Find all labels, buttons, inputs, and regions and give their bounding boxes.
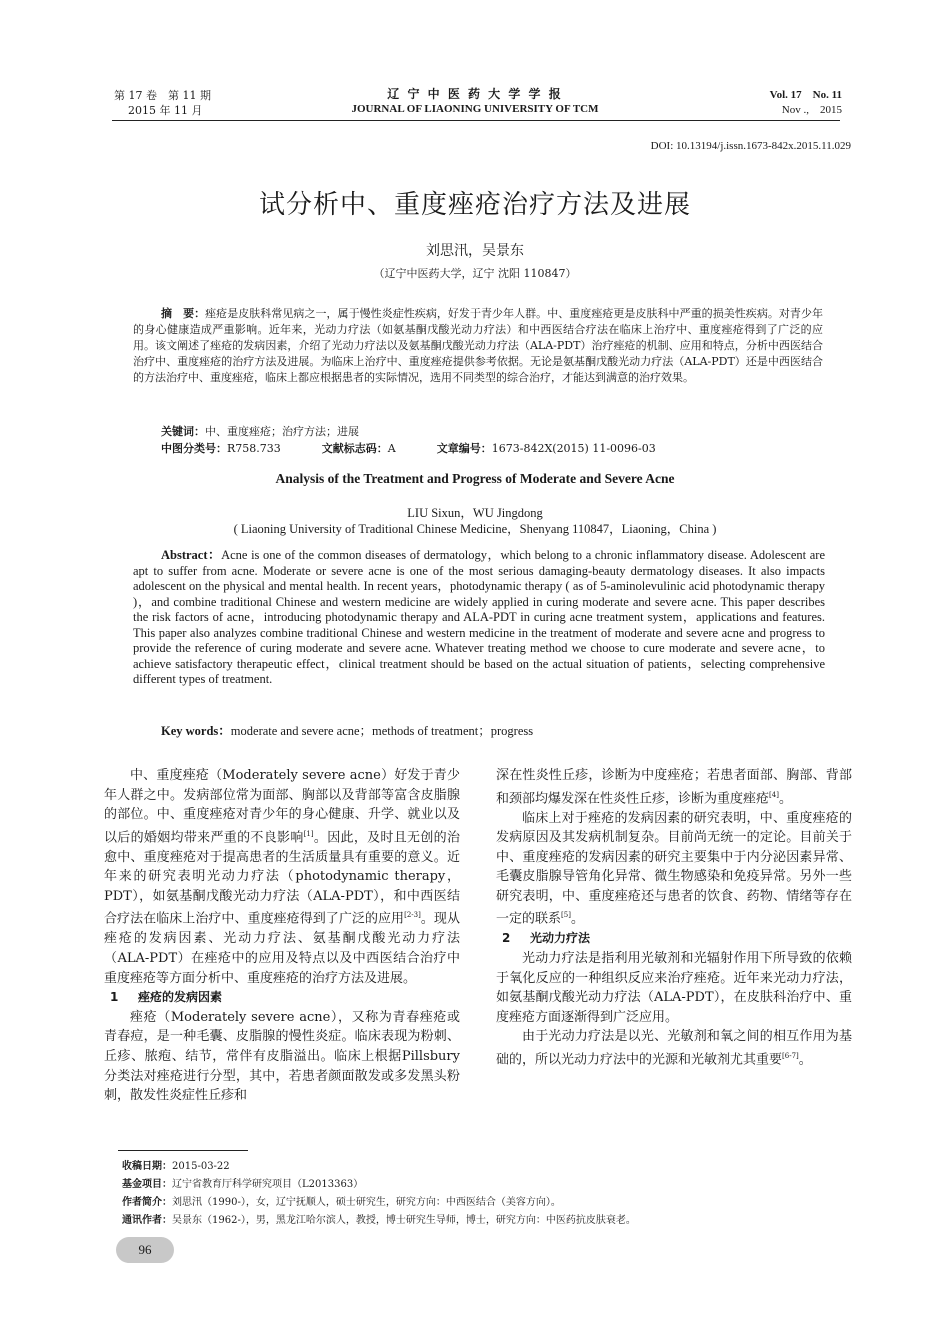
citation: [5]	[561, 911, 571, 920]
footnote-label: 收稿日期：	[122, 1161, 172, 1172]
header-rule	[112, 120, 840, 121]
body-text: 。	[798, 1052, 812, 1068]
footnote-fund	[122, 1176, 842, 1194]
header-volume-en: Vol. 17 No. 11	[769, 89, 842, 101]
body-left-column	[104, 766, 460, 1106]
footnote-label: 作者简介：	[122, 1197, 172, 1208]
footnote-value: 2015-03-22	[172, 1161, 230, 1172]
footnote-value: 吴景东（1962-），男，黑龙江哈尔滨人，教授，博士研究生导师，博士，研究方向：中医药抗皮肤衰老。	[172, 1215, 636, 1226]
abstract-en	[133, 548, 825, 688]
affiliation-en: ( Liaoning University of Traditional Chinese Medicine，Shenyang 110847，Liaoning，China )	[233, 522, 717, 536]
doi: DOI: 10.13194/j.issn.1673-842x.2015.11.029	[650, 140, 851, 152]
clc-label: 中图分类号：	[161, 442, 227, 455]
clc-value: R758.733	[227, 442, 281, 455]
doc-code-value: A	[387, 442, 396, 455]
body-text: 。	[570, 911, 584, 927]
keywords-en-label: Key words：	[161, 724, 231, 738]
section-heading-1	[104, 988, 460, 1008]
section-title: 痤疮的发病因素	[138, 990, 223, 1005]
abstract-cn-label: 摘 要：	[161, 307, 206, 320]
header-volume: 第 17 卷 第 11 期	[114, 89, 211, 102]
footnote-author	[122, 1194, 842, 1212]
body-text: 。因此，及时且无创的治愈中、重度痤疮对于提高患者的生活质量具有重要的意义。近年来的研究表明光动力疗法（photodynamic therapy，PDT），如氨基酮戊酸光动力疗法（ALA-PDT），和中西医结合疗法在临床上治疗中、重度痤疮得到了广泛的应用	[104, 830, 460, 927]
footnote-value: 刘思汛（1990-），女，辽宁抚顺人，硕士研究生，研究方向：中西医结合（美容方向）。	[172, 1197, 561, 1208]
keywords-en-text: moderate and severe acne；methods of treatment；progress	[230, 724, 534, 738]
body-paragraph	[496, 766, 852, 809]
header-date-en: Nov ., 2015	[781, 104, 842, 116]
footnotes	[122, 1158, 842, 1230]
body-text: 中、重度痤疮（Moderately severe acne）好发于青少年人群之中。发病部位常为面部、胸部以及背部等富含皮脂腺的部位。中、重度痤疮对青少年的身心健康、升学、就业以及以后的婚姻均带来严重的不良影响	[104, 768, 460, 846]
body-paragraph: 光动力疗法是指利用光敏剂和光辐射作用下所导致的依赖于氧化反应的一种组织反应来治疗痤疮。近年来光动力疗法，如氨基酮戊酸光动力疗法（ALA-PDT），在皮肤科治疗中、重度痤疮方面逐渐得到广泛应用。	[496, 951, 852, 1025]
journal-name-cn: 辽 宁 中 医 药 大 学 学 报	[387, 87, 563, 101]
article-title-en: Analysis of the Treatment and Progress of Moderate and Severe Acne	[275, 471, 675, 486]
footnote-label: 基金项目：	[122, 1179, 172, 1190]
article-title: 试分析中、重度痤疮治疗方法及进展	[258, 190, 691, 220]
body-paragraph	[496, 1027, 852, 1070]
body-text: 临床上对于痤疮的发病因素的研究表明，中、重度痤疮的发病原因及其发病机制复杂。目前尚无统一的定论。目前关于中、重度痤疮的发病因素的研究主要集中于内分泌因素异常、毛囊皮脂腺导管角化异常、微生物感染和免疫异常。另外一些研究表明，中、重度痤疮还与患者的饮食、药物、情绪等存在一定的联系	[496, 810, 852, 927]
article-no-value: 1673-842X(2015) 11-0096-03	[491, 442, 656, 455]
keywords-cn-text: 中、重度痤疮；治疗方法；进展	[205, 425, 359, 438]
body-text: 深在性炎性丘疹，诊断为中度痤疮；若患者面部、胸部、背部和颈部均爆发深在性炎性丘疹，诊断为重度痤疮	[496, 768, 852, 806]
section-title: 光动力疗法	[530, 931, 591, 946]
abstract-cn	[133, 306, 823, 386]
body-text: 由于光动力疗法是以光、光敏剂和氧之间的相互作用为基础的，所以光动力疗法中的光源和光敏剂尤其重要	[496, 1029, 852, 1068]
footnote-value: 辽宁省教育厅科学研究项目（L2013363）	[172, 1179, 364, 1190]
abstract-en-text: Acne is one of the common diseases of dermatology，which belong to a chronic inflammatory disease. Adolescent are apt to suffer from acne. Moderate or severe acne is one of the most serious damaging-beauty dermatology diseases. It also impacts adolescent on the physical and mental health. In recent years，photodynamic therapy ( as of 5-aminolevulinic acid photodynamic therapy )，and combine traditional Chinese and western medicine are widely applied in curing moderate and severe acne. This paper describes the risk factors of acne，introducing photodynamic therapy and ALA-PDT in curing acne treatment system，applications and features. This paper also analyzes combine traditional Chinese and western medicine in the treatment of moderate and severe acne and progress to provide the reference of curing moderate and severe acne. Whatever treating method we choose to cure moderate and severe acne，to achieve satisfactory therapeutic effect，clinical treatment should be based on the actual situation of patients，selecting comprehensive different types of treatment.	[133, 548, 826, 686]
citation: [6-7]	[782, 1051, 799, 1060]
article-no-label: 文章编号：	[436, 442, 492, 455]
body-paragraph	[496, 809, 852, 930]
section-number: 2	[502, 931, 511, 946]
keywords-cn	[161, 423, 359, 440]
body-paragraph	[104, 766, 460, 988]
citation: [4]	[769, 790, 779, 799]
abstract-cn-text: 痤疮是皮肤科常见病之一，属于慢性炎症性疾病，好发于青少年人群。中、重度痤疮更是皮肤科中严重的损美性疾病。对青少年的身心健康造成严重影响。近年来，光动力疗法（如氨基酮戊酸光动力疗法）和中西医结合疗法在临床上治疗中、重度痤疮得到了广泛的应用。该文阐述了痤疮的发病因素，介绍了光动力疗法以及氨基酮戊酸光动力疗法（ALA-PDT）治疗痤疮的机制、应用和特点，分析中西医结合治疗中、重度痤疮的治疗方法及进展。为临床上治疗中、重度痤疮提供参考依据。无论是氨基酮戊酸光动力疗法（ALA-PDT）还是中西医结合的方法治疗中、重度痤疮，临床上都应根据患者的实际情况，选用不同类型的综合治疗，才能达到满意的治疗效果。	[133, 307, 824, 384]
citation: [2-3]	[404, 911, 421, 920]
body-paragraph: 痤疮（Moderately severe acne），又称为青春痤疮或青春痘，是一种毛囊、皮脂腺的慢性炎症。临床表现为粉刺、丘疹、脓疱、结节，常伴有皮脂溢出。临床上根据Pillsbury分类法对痤疮进行分型，其中，若患者颜面散发或多发黑头粉刺，散发性炎症性丘疹和	[104, 1009, 460, 1104]
body-text: 。	[778, 790, 792, 806]
keywords-cn-label: 关键词：	[161, 425, 205, 438]
header-vol-en	[762, 88, 842, 118]
classification-line	[161, 440, 656, 457]
affiliation-cn: （辽宁中医药大学，辽宁 沈阳 110847）	[373, 267, 577, 280]
citation: [1]	[303, 829, 314, 838]
abstract-en-label: Abstract：	[161, 548, 222, 562]
footnote-corresponding	[122, 1212, 842, 1230]
body-text: 。现从痤疮的发病因素、光动力疗法、氨基酮戊酸光动力疗法（ALA-PDT）在痤疮中的应用及特点以及中西医结合治疗中重度痤疮等方面分析中、重度痤疮的治疗方法及进展。	[104, 911, 460, 986]
footnote-label: 通讯作者：	[122, 1215, 172, 1226]
journal-name-en: JOURNAL OF LIAONING UNIVERSITY OF TCM	[351, 103, 599, 115]
page-number: 96	[116, 1237, 174, 1263]
body-right-column	[496, 766, 852, 1070]
section-heading-2	[496, 929, 852, 949]
authors-cn: 刘思汛，吴景东	[426, 243, 524, 259]
header-date: 2015 年 11 月	[128, 104, 203, 117]
section-number: 1	[110, 990, 119, 1005]
footnote-received	[122, 1158, 842, 1176]
authors-en: LIU Sixun，WU Jingdong	[407, 506, 543, 520]
keywords-en	[161, 721, 533, 739]
doc-code-label: 文献标志码：	[321, 442, 388, 455]
footnote-rule	[118, 1150, 248, 1151]
